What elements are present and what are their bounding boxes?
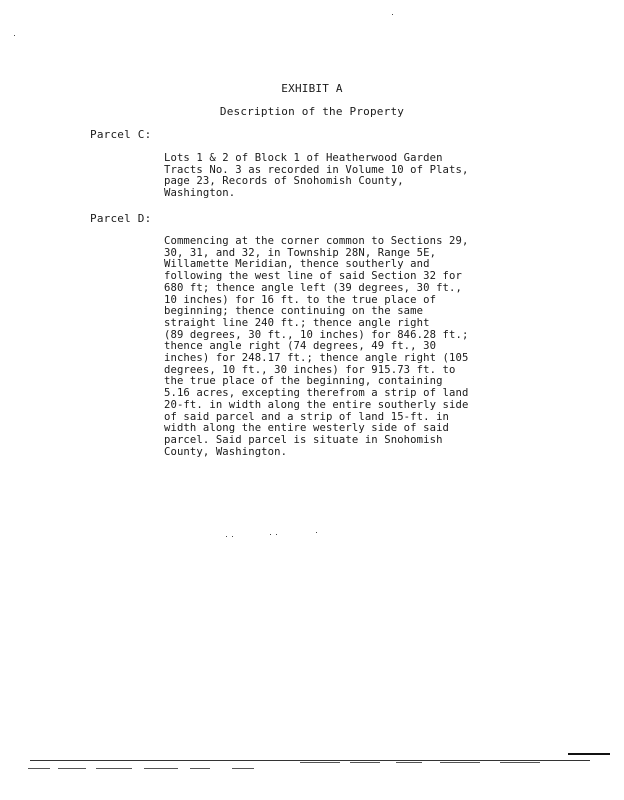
- footer-dash: [500, 762, 540, 763]
- footer-dash: [396, 762, 422, 763]
- footer-dash: [300, 762, 340, 763]
- footer-dash: [350, 762, 380, 763]
- parcel-c-label: Parcel C:: [90, 128, 152, 141]
- footer-dash: [190, 768, 210, 769]
- footer-dash: [28, 768, 50, 769]
- parcel-d-description: Commencing at the corner common to Sections 29, 30, 31, and 32, in Township 28N, Range 5E, Willamette Meridian, thence southerly and following the west line of said Section 32 for 680 ft; thence angle left (39 degrees, 30 ft., 10 inches) for 16 ft. to the true place of beginning; thence continuing on the same straight line 240 ft.; thence angle right (89 degrees, 30 ft., 10 inches) for 846.28 ft.; thence angle right (74 degrees, 49 ft., 30 inches) for 248.17 ft.; thence angle right (105 degrees, 10 ft., 30 inches) for 915.73 ft. to the true place of the beginning, containing 5.16 acres, excepting therefrom a strip of land 20-ft. in width along the entire southerly side of said parcel and a strip of land 15-ft. in width along the entire westerly side of said parcel. Said parcel is situate in Snohomish County, Washington.: [164, 235, 469, 458]
- parcel-c-description: Lots 1 & 2 of Block 1 of Heatherwood Garden Tracts No. 3 as recorded in Volume 10 of Plats, page 23, Records of Snohomish County, Washington.: [164, 152, 469, 200]
- scan-speck: [14, 35, 15, 36]
- footer-dash: [232, 768, 254, 769]
- footer-scan-bar: [568, 753, 610, 755]
- footer-dash: [96, 768, 132, 769]
- scan-speck: [276, 534, 277, 535]
- footer-rule: [30, 760, 590, 761]
- scan-speck: [232, 536, 233, 537]
- exhibit-title: EXHIBIT A: [281, 82, 343, 95]
- footer-dash: [58, 768, 86, 769]
- scan-speck: [270, 534, 271, 535]
- scan-speck: [226, 536, 227, 537]
- footer-dash: [144, 768, 178, 769]
- parcel-d-label: Parcel D:: [90, 212, 152, 225]
- exhibit-subtitle: Description of the Property: [219, 105, 405, 118]
- scan-speck: [392, 14, 393, 15]
- scan-speck: [316, 532, 317, 533]
- footer-dash: [440, 762, 480, 763]
